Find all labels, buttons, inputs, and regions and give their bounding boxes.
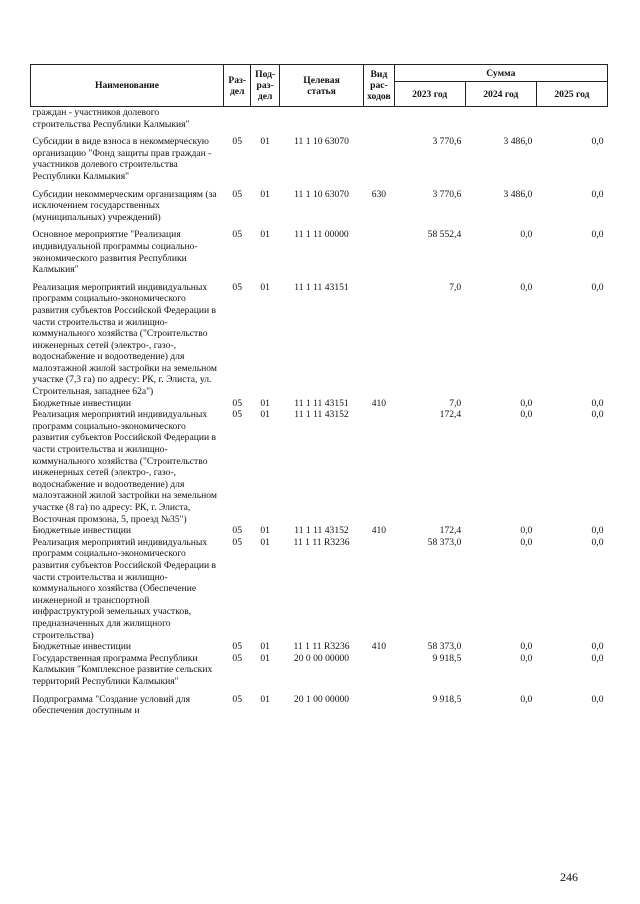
row-podrazdel: 01 [260, 281, 270, 293]
row-target: 20 1 00 00000 [293, 693, 350, 705]
row-sum-2023: 7,0 [449, 397, 462, 409]
row-sum-2025 [536, 107, 607, 137]
table-row [31, 189, 608, 230]
row-target: 11 1 11 R3236 [293, 536, 350, 548]
row-podrazdel [251, 107, 279, 137]
row-sum-2023: 58 552,4 [427, 229, 462, 241]
row-vid [364, 409, 394, 525]
row-sum-2023: 58 373,0 [427, 641, 462, 653]
row-sum-2024: 0,0 [520, 409, 533, 421]
row-target: 11 1 10 63070 [294, 188, 349, 200]
row-target: 20 0 00 00000 [293, 652, 350, 664]
row-vid: 630 [371, 188, 387, 200]
row-podrazdel: 01 [260, 229, 270, 241]
row-podrazdel: 01 [260, 536, 270, 548]
header-summa: Сумма [394, 65, 607, 82]
row-name: Бюджетные инвестиции [32, 525, 131, 537]
row-sum-2023 [394, 107, 465, 137]
row-sum-2025: 0,0 [591, 693, 604, 705]
row-name: Государственная программа Республики Калмыкия "Комплексное развитие сельских территорий Республики Калмыкия" [32, 652, 213, 687]
row-podrazdel: 01 [260, 641, 270, 653]
row-sum-2025: 0,0 [591, 229, 604, 241]
table-row [31, 229, 608, 281]
row-sum-2024: 3 486,0 [503, 136, 533, 148]
row-razdel: 05 [232, 188, 242, 200]
row-sum-2024: 0,0 [520, 281, 533, 293]
row-vid: 410 [371, 397, 387, 409]
row-sum-2024 [465, 107, 536, 137]
row-vid: 410 [371, 641, 387, 653]
row-razdel: 05 [232, 409, 242, 421]
row-sum-2023: 172,4 [439, 409, 462, 421]
row-razdel: 05 [232, 652, 242, 664]
row-vid: 410 [371, 525, 387, 537]
table-row [31, 694, 608, 717]
header-podrazdel: Под- раз- дел [251, 65, 279, 107]
row-razdel: 05 [232, 136, 242, 148]
row-sum-2025: 0,0 [591, 536, 604, 548]
row-sum-2024: 3 486,0 [503, 188, 533, 200]
row-target: 11 1 11 R3236 [293, 641, 350, 653]
row-target: 11 1 11 00000 [294, 229, 349, 241]
row-name: Реализация мероприятий индивидуальных программ социально-экономического развития субъектов Российской Федерации в части строительства и жилищно-коммунального хозяйства ("Строительство инженерных сетей (электро-, газо-, водоснабжение и водоотведение) для малоэтажной жилой застройки на земельном участке (8 га) по адресу: РК, г. Элиста, Восточная промзона, 5, проезд №35") [32, 409, 217, 525]
budget-table [30, 64, 608, 717]
header-razdel: Раз- дел [224, 65, 251, 107]
row-vid [364, 229, 394, 281]
row-sum-2025: 0,0 [591, 188, 604, 200]
row-target: 11 1 11 43152 [294, 409, 349, 421]
row-sum-2025: 0,0 [591, 409, 604, 421]
row-vid [364, 694, 394, 717]
row-sum-2023: 58 373,0 [427, 536, 462, 548]
row-name: Субсидии в виде взноса в некоммерческую организацию "Фонд защиты прав граждан - участников долевого строительства Республики Калмыкия" [32, 136, 212, 182]
row-sum-2025: 0,0 [591, 136, 604, 148]
header-2023: 2023 год [394, 82, 465, 107]
row-sum-2025: 0,0 [591, 397, 604, 409]
row-sum-2025: 0,0 [591, 641, 604, 653]
table-row [31, 641, 608, 653]
row-razdel: 05 [232, 281, 242, 293]
row-razdel: 05 [232, 525, 242, 537]
row-razdel: 05 [232, 693, 242, 705]
row-razdel: 05 [232, 536, 242, 548]
table-header [31, 65, 608, 107]
header-2025: 2025 год [536, 82, 607, 107]
row-sum-2024: 0,0 [520, 525, 533, 537]
row-razdel: 05 [232, 397, 242, 409]
row-sum-2024: 0,0 [520, 397, 533, 409]
row-podrazdel: 01 [260, 397, 270, 409]
row-razdel: 05 [232, 229, 242, 241]
row-sum-2024: 0,0 [520, 652, 533, 664]
row-name: Реализация мероприятий индивидуальных программ социально-экономического развития субъектов Российской Федерации в части строительства и жилищно-коммунального хозяйства (Обеспечение инженерной и транспортной инфраструктурой земельных участков, предназначенных для жилищного строительства) [32, 536, 217, 641]
row-name: Подпрограмма "Создание условий для обеспечения доступным и [32, 693, 190, 717]
row-razdel [224, 107, 251, 137]
row-razdel: 05 [232, 641, 242, 653]
row-name: Основное мероприятие "Реализация индивидуальной программы социально-экономического развития Республики Калмыкия" [32, 229, 198, 276]
header-vid: Вид рас- ходов [364, 65, 394, 107]
table-body [31, 107, 608, 717]
page-number: 246 [560, 870, 578, 884]
row-sum-2023: 172,4 [439, 525, 462, 537]
row-sum-2023: 3 770,6 [432, 188, 462, 200]
row-target: 11 1 11 43151 [294, 281, 349, 293]
row-podrazdel: 01 [260, 188, 270, 200]
table-row [31, 409, 608, 525]
row-sum-2025: 0,0 [591, 281, 604, 293]
row-target: 11 1 11 43151 [294, 397, 349, 409]
row-sum-2025: 0,0 [591, 652, 604, 664]
row-sum-2024: 0,0 [520, 229, 533, 241]
row-name: Бюджетные инвестиции [32, 641, 131, 653]
table-row [31, 107, 608, 137]
table-row [31, 398, 608, 410]
table-row [31, 136, 608, 188]
table-row [31, 653, 608, 694]
header-target: Целевая статья [279, 65, 363, 107]
header-name: Наименование [31, 65, 224, 107]
row-name: Субсидии некоммерческим организациям (за исключением государственных (муниципальных) учреждений) [32, 188, 217, 223]
header-2024: 2024 год [465, 82, 536, 107]
table-row [31, 537, 608, 641]
row-podrazdel: 01 [260, 525, 270, 537]
row-podrazdel: 01 [260, 136, 270, 148]
row-vid [364, 653, 394, 694]
row-target: 11 1 11 43152 [294, 525, 349, 537]
row-target: 11 1 10 63070 [294, 136, 349, 148]
row-sum-2023: 3 770,6 [432, 136, 462, 148]
row-sum-2024: 0,0 [520, 641, 533, 653]
row-podrazdel: 01 [260, 652, 270, 664]
row-name: Реализация мероприятий индивидуальных программ социально-экономического развития субъектов Российской Федерации в части строительства и жилищно-коммунального хозяйства ("Строительство инженерных сетей (электро-, газо-, водоснабжение и водоотведение) для малоэтажной жилой застройки на земельном участке (7,3 га) по адресу: РК, г. Элиста, ул. Строительная, западнее 62а") [32, 281, 217, 398]
row-sum-2023: 9 918,5 [432, 693, 462, 705]
table-row [31, 525, 608, 537]
row-podrazdel: 01 [260, 693, 270, 705]
row-sum-2025: 0,0 [591, 525, 604, 537]
row-vid [364, 537, 394, 641]
table-row [31, 282, 608, 398]
row-vid [364, 282, 394, 398]
row-target [279, 107, 363, 137]
row-sum-2024: 0,0 [520, 536, 533, 548]
row-sum-2024: 0,0 [520, 693, 533, 705]
row-vid [364, 136, 394, 188]
row-name: граждан - участников долевого строительства Республики Калмыкия" [32, 107, 190, 130]
row-sum-2023: 9 918,5 [432, 652, 462, 664]
row-podrazdel: 01 [260, 409, 270, 421]
row-sum-2023: 7,0 [449, 281, 462, 293]
row-vid [364, 107, 394, 137]
row-name: Бюджетные инвестиции [32, 397, 131, 409]
